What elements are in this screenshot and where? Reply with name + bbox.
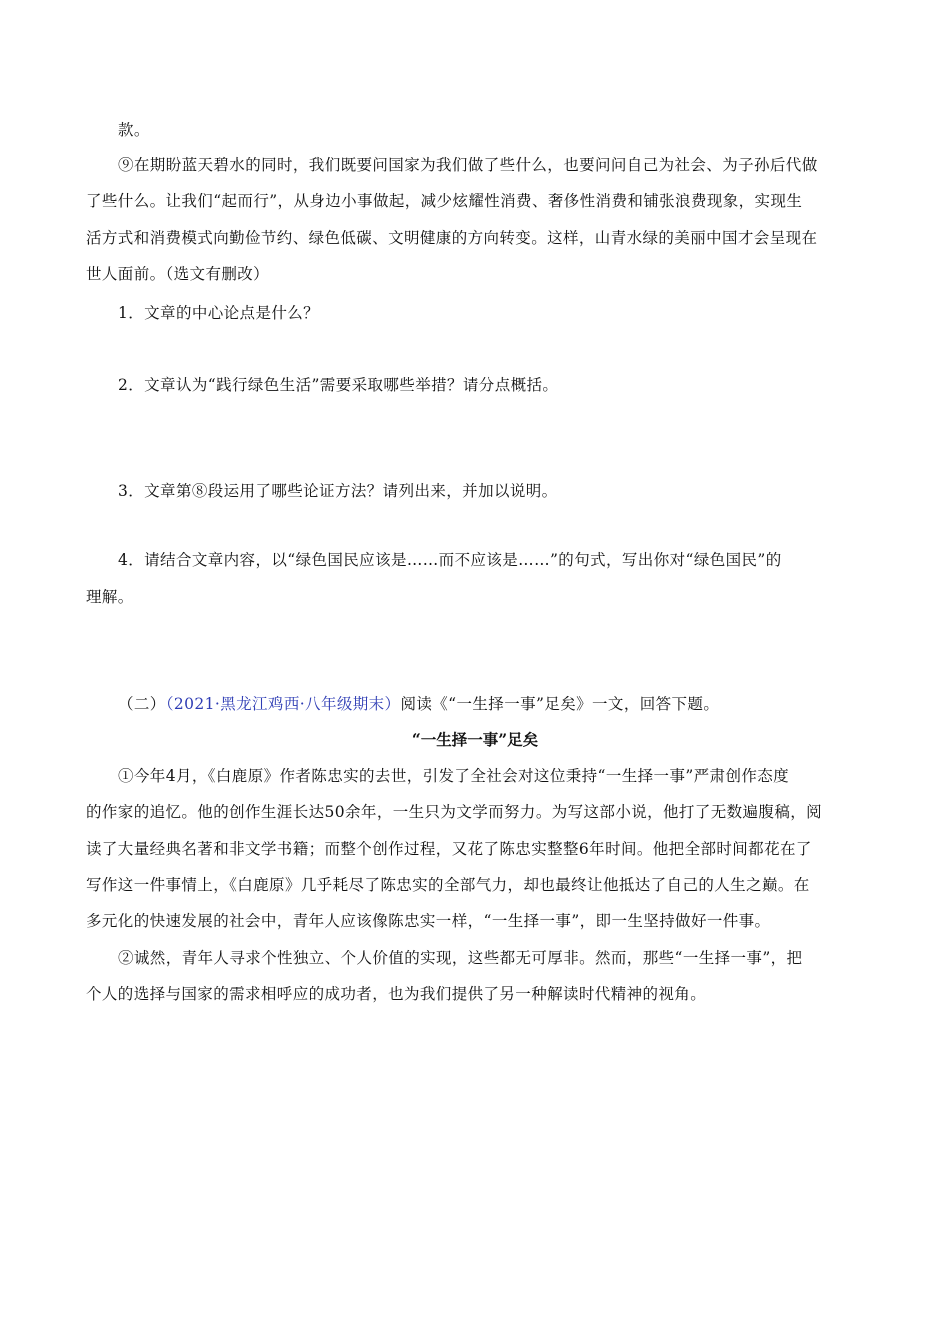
- question-4-line-1: 4．请结合文章内容，以“绿色国民应该是……而不应该是……”的句式，写出你对“绿色国民”的: [118, 551, 782, 569]
- article-para-2-line-2: 个人的选择与国家的需求相呼应的成功者，也为我们提供了另一种解读时代精神的视角。: [86, 985, 707, 1003]
- paragraph-9-line-2: 了些什么。让我们“起而行”，从身边小事做起，减少炫耀性消费、奢侈性消费和铺张浪费现象，实现生: [86, 192, 803, 210]
- article-para-2-line-1: ②诚然，青年人寻求个性独立、个人价值的实现，这些都无可厚非。然而，那些“一生择一事”，把: [118, 949, 803, 967]
- article-para-1-line-1: ①今年4月，《白鹿原》作者陈忠实的去世，引发了全社会对这位秉持“一生择一事”严肃创作态度: [118, 767, 790, 785]
- question-3: 3．文章第⑧段运用了哪些论证方法？请列出来，并加以说明。: [118, 482, 558, 500]
- paragraph-tail: 款。: [118, 121, 150, 139]
- question-1: 1．文章的中心论点是什么？: [118, 304, 320, 322]
- article-para-1-line-3: 读了大量经典名著和非文学书籍；而整个创作过程，又花了陈忠实整整6年时间。他把全部时间都花在了: [86, 840, 812, 858]
- question-4-line-2: 理解。: [86, 588, 134, 606]
- paragraph-9-line-4: 世人面前。（选文有删改）: [86, 265, 270, 283]
- question-2: 2．文章认为“践行绿色生活”需要采取哪些举措？请分点概括。: [118, 376, 559, 394]
- article-title: “一生择一事”足矣: [411, 730, 539, 749]
- section-2-header: [118, 692, 898, 714]
- paragraph-9-line-1: ⑨在期盼蓝天碧水的同时，我们既要问国家为我们做了些什么，也要问问自己为社会、为子孙后代做: [118, 156, 818, 174]
- section-2-instruction: 阅读《“一生择一事”足矣》一文，回答下题。: [400, 695, 720, 713]
- article-para-1-line-2: 的作家的追忆。他的创作生涯长达50余年，一生只为文学而努力。为写这部小说，他打了无数遍腹稿，阅: [86, 803, 823, 821]
- article-para-1-line-5: 多元化的快速发展的社会中，青年人应该像陈忠实一样，“一生择一事”，即一生坚持做好一件事。: [86, 912, 771, 930]
- paragraph-9-line-3: 活方式和消费模式向勤俭节约、绿色低碳、文明健康的方向转变。这样，山青水绿的美丽中国才会呈现在: [86, 229, 818, 247]
- section-2-source-link[interactable]: （2021·黑龙江鸡西·八年级期末）: [165, 695, 401, 713]
- section-2-prefix: （二）: [118, 695, 166, 713]
- article-para-1-line-4: 写作这一件事情上，《白鹿原》几乎耗尽了陈忠实的全部气力，却也最终让他抵达了自己的人生之巅。在: [86, 876, 810, 894]
